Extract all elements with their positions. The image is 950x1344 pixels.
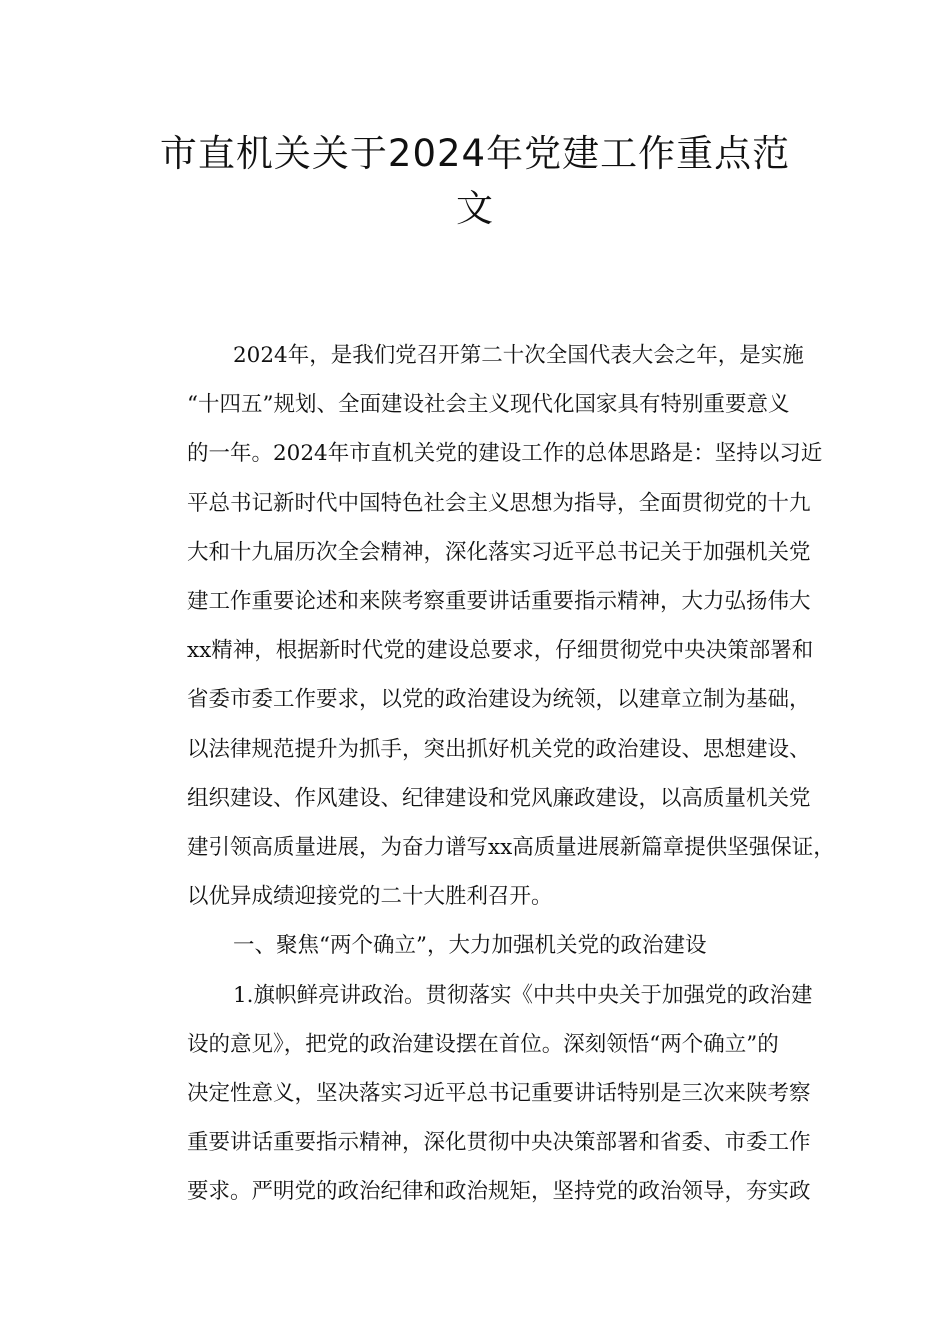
text-line: 2024年，是我们党召开第二十次全国代表大会之年，是实施 <box>233 343 804 368</box>
text-line: 要求。严明党的政治纪律和政治规矩，坚持党的政治领导，夯实政 <box>187 1179 811 1205</box>
text-line: 大和十九届历次全会精神，深化落实习近平总书记关于加强机关党 <box>187 539 811 565</box>
paragraph-item-1 <box>144 971 824 1217</box>
text-line: 设的意见》，把党的政治建设摆在首位。深刻领悟“两个确立”的 <box>187 1031 779 1057</box>
paragraph-intro <box>144 331 835 921</box>
text-line: 建工作重要论述和来陕考察重要讲话重要指示精神，大力弘扬伟大 <box>187 589 811 615</box>
section-heading-1 <box>144 921 824 970</box>
text-line: 平总书记新时代中国特色社会主义思想为指导，全面贯彻党的十九 <box>187 490 811 516</box>
text-line: 的一年。2024年市直机关党的建设工作的总体思路是：坚持以习近 <box>187 441 823 467</box>
text-line: 建引领高质量进展，为奋力谱写xx高质量进展新篇章提供坚强保证， <box>187 835 835 861</box>
text-line: 以优异成绩迎接党的二十大胜利召开。 <box>187 884 553 910</box>
title-line: 市直机关关于2024年党建工作重点范 <box>159 132 791 175</box>
text-line: 以法律规范提升为抓手，突出抓好机关党的政治建设、思想建设、 <box>187 736 811 762</box>
text-line: 重要讲话重要指示精神，深化贯彻中央决策部署和省委、市委工作 <box>187 1130 811 1156</box>
text-line: 决定性意义，坚决落实习近平总书记重要讲话特别是三次来陕考察 <box>187 1081 811 1107</box>
text-line: xx精神，根据新时代党的建设总要求，仔细贯彻党中央决策部署和 <box>187 638 814 664</box>
document-title <box>120 126 830 236</box>
text-line: “十四五”规划、全面建设社会主义现代化国家具有特别重要意义 <box>187 392 790 418</box>
document-body <box>144 331 835 1217</box>
title-line: 文 <box>456 187 494 230</box>
text-line: 1.旗帜鲜亮讲政治。贯彻落实《中共中央关于加强党的政治建 <box>233 982 813 1008</box>
heading-line: 一、聚焦“两个确立”，大力加强机关党的政治建设 <box>233 933 707 959</box>
text-line: 组织建设、作风建设、纪律建设和党风廉政建设，以高质量机关党 <box>187 785 811 811</box>
text-line: 省委市委工作要求，以党的政治建设为统领，以建章立制为基础， <box>187 687 811 713</box>
